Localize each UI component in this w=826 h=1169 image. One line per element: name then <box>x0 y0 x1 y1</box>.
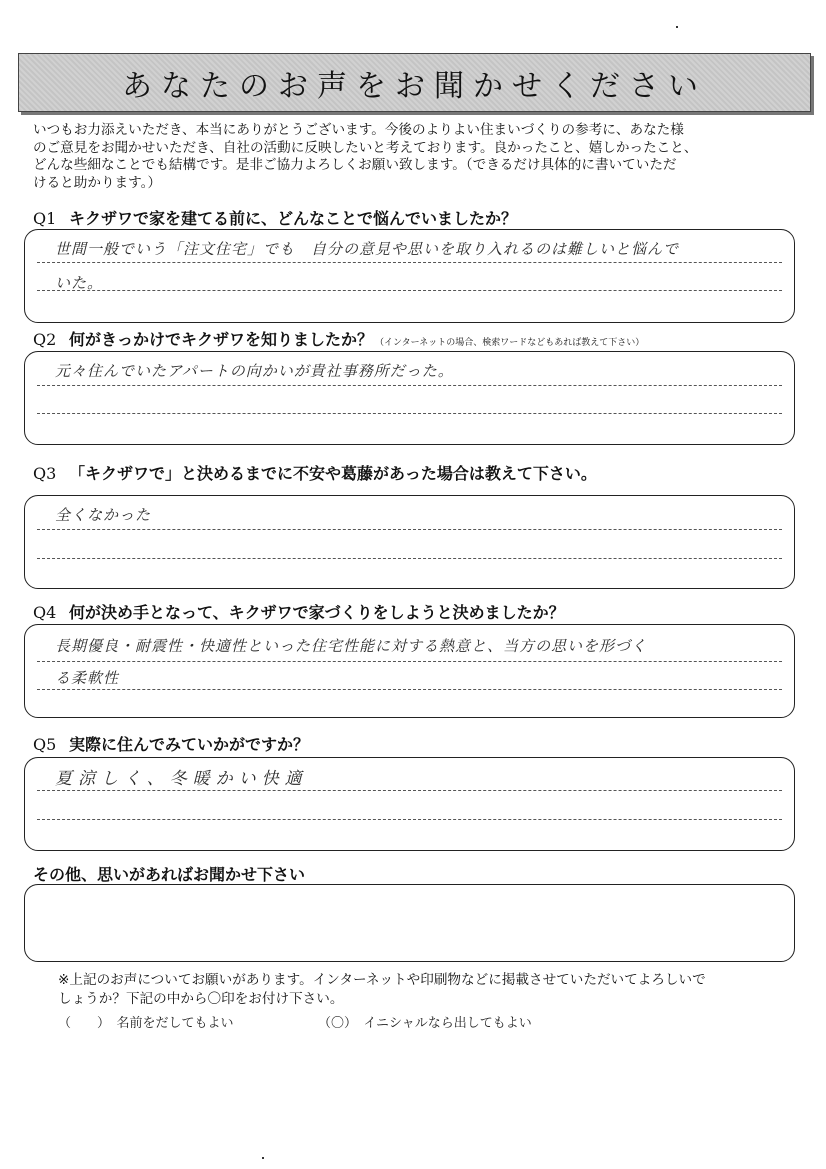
scan-speck <box>262 1157 264 1159</box>
ruled-line <box>37 790 782 791</box>
q4-answer-line: 長期優良・耐震性・快適性といった住宅性能に対する熱意と、当方の思いを形づく <box>55 637 648 655</box>
q4-answer-line: る柔軟性 <box>55 669 120 687</box>
intro-line: けると助かります。） <box>33 174 162 191</box>
ruled-line <box>37 529 782 530</box>
title-banner <box>18 53 811 112</box>
q2-heading <box>33 327 644 350</box>
other-question: その他、思いがあればお聞かせ下さい <box>33 865 306 884</box>
q2-answer-line: 元々住んでいたアパートの向かいが貴社事務所だった。 <box>55 362 454 380</box>
q5-heading <box>33 732 309 755</box>
q2-answer-box[interactable] <box>24 351 795 445</box>
q4-heading <box>33 600 565 623</box>
intro-line: いつもお力添えいただき、本当にありがとうございます。今後のよりよい住まいづくりの参考に、あなた様 <box>33 122 684 138</box>
q1-question: キクザワで家を建てる前に、どんなことで悩んでいましたか？ <box>69 209 518 228</box>
intro-paragraph <box>33 122 803 192</box>
consent-request <box>58 971 798 1009</box>
q3-answer-box[interactable] <box>24 495 795 589</box>
q1-heading <box>33 206 517 229</box>
other-heading <box>33 862 305 885</box>
q3-question: 「キクザワで」と決めるまでに不安や葛藤があった場合は教えて下さい。 <box>69 464 597 483</box>
q1-answer-line: 世間一般でいう「注文住宅」でも 自分の意見や思いを取り入れるのは難しいと悩んで <box>55 240 680 258</box>
consent-option-initial[interactable]: （〇） イニシャルなら出してもよい <box>318 1016 532 1031</box>
footer-line: ※上記のお声についてお願いがあります。インターネットや印刷物などに掲載させていただいてよろしいで <box>58 972 706 988</box>
ruled-line <box>37 385 782 386</box>
intro-line: どんな些細なことでも結構です。是非ご協力よろしくお願い致します。（できるだけ具体的に書いていただ <box>33 157 677 174</box>
q3-answer-line: 全くなかった <box>55 506 152 524</box>
ruled-line <box>37 689 782 690</box>
q4-answer-box[interactable] <box>24 624 795 718</box>
q1-answer-box[interactable] <box>24 229 795 323</box>
q3-heading <box>33 461 597 484</box>
q3-number: Q3 <box>33 464 57 483</box>
q4-question: 何が決め手となって、キクザワで家づくりをしようと決めましたか？ <box>69 603 565 622</box>
page-title: あなたのお声をお聞かせください <box>122 68 707 104</box>
ruled-line <box>37 558 782 559</box>
footer-line: しょうか？下記の中から〇印をお付け下さい。 <box>58 991 344 1007</box>
other-answer-box[interactable] <box>24 884 795 962</box>
q2-question: 何がきっかけでキクザワを知りましたか？ <box>69 330 374 349</box>
q5-answer-line: 夏涼しく、冬暖かい快適 <box>55 769 308 789</box>
q2-number: Q2 <box>33 330 57 349</box>
q2-note: （インターネットの場合、検索ワードなどもあれば教えて下さい） <box>375 338 645 348</box>
q1-answer-line: いた。 <box>55 274 104 292</box>
q5-number: Q5 <box>33 735 57 754</box>
intro-line: のご意見をお聞かせいただき、自社の活動に反映したいと考えております。良かったこと、嬉しかったこと、 <box>33 139 698 156</box>
scan-speck <box>676 26 678 28</box>
q1-number: Q1 <box>33 209 57 228</box>
ruled-line <box>37 413 782 414</box>
ruled-line <box>37 661 782 662</box>
ruled-line <box>37 290 782 291</box>
consent-option-name[interactable]: （ ） 名前をだしてもよい <box>58 1016 234 1031</box>
ruled-line <box>37 262 782 263</box>
ruled-line <box>37 819 782 820</box>
q5-answer-box[interactable] <box>24 757 795 851</box>
q4-number: Q4 <box>33 603 57 622</box>
q5-question: 実際に住んでみていかがですか？ <box>69 735 310 754</box>
